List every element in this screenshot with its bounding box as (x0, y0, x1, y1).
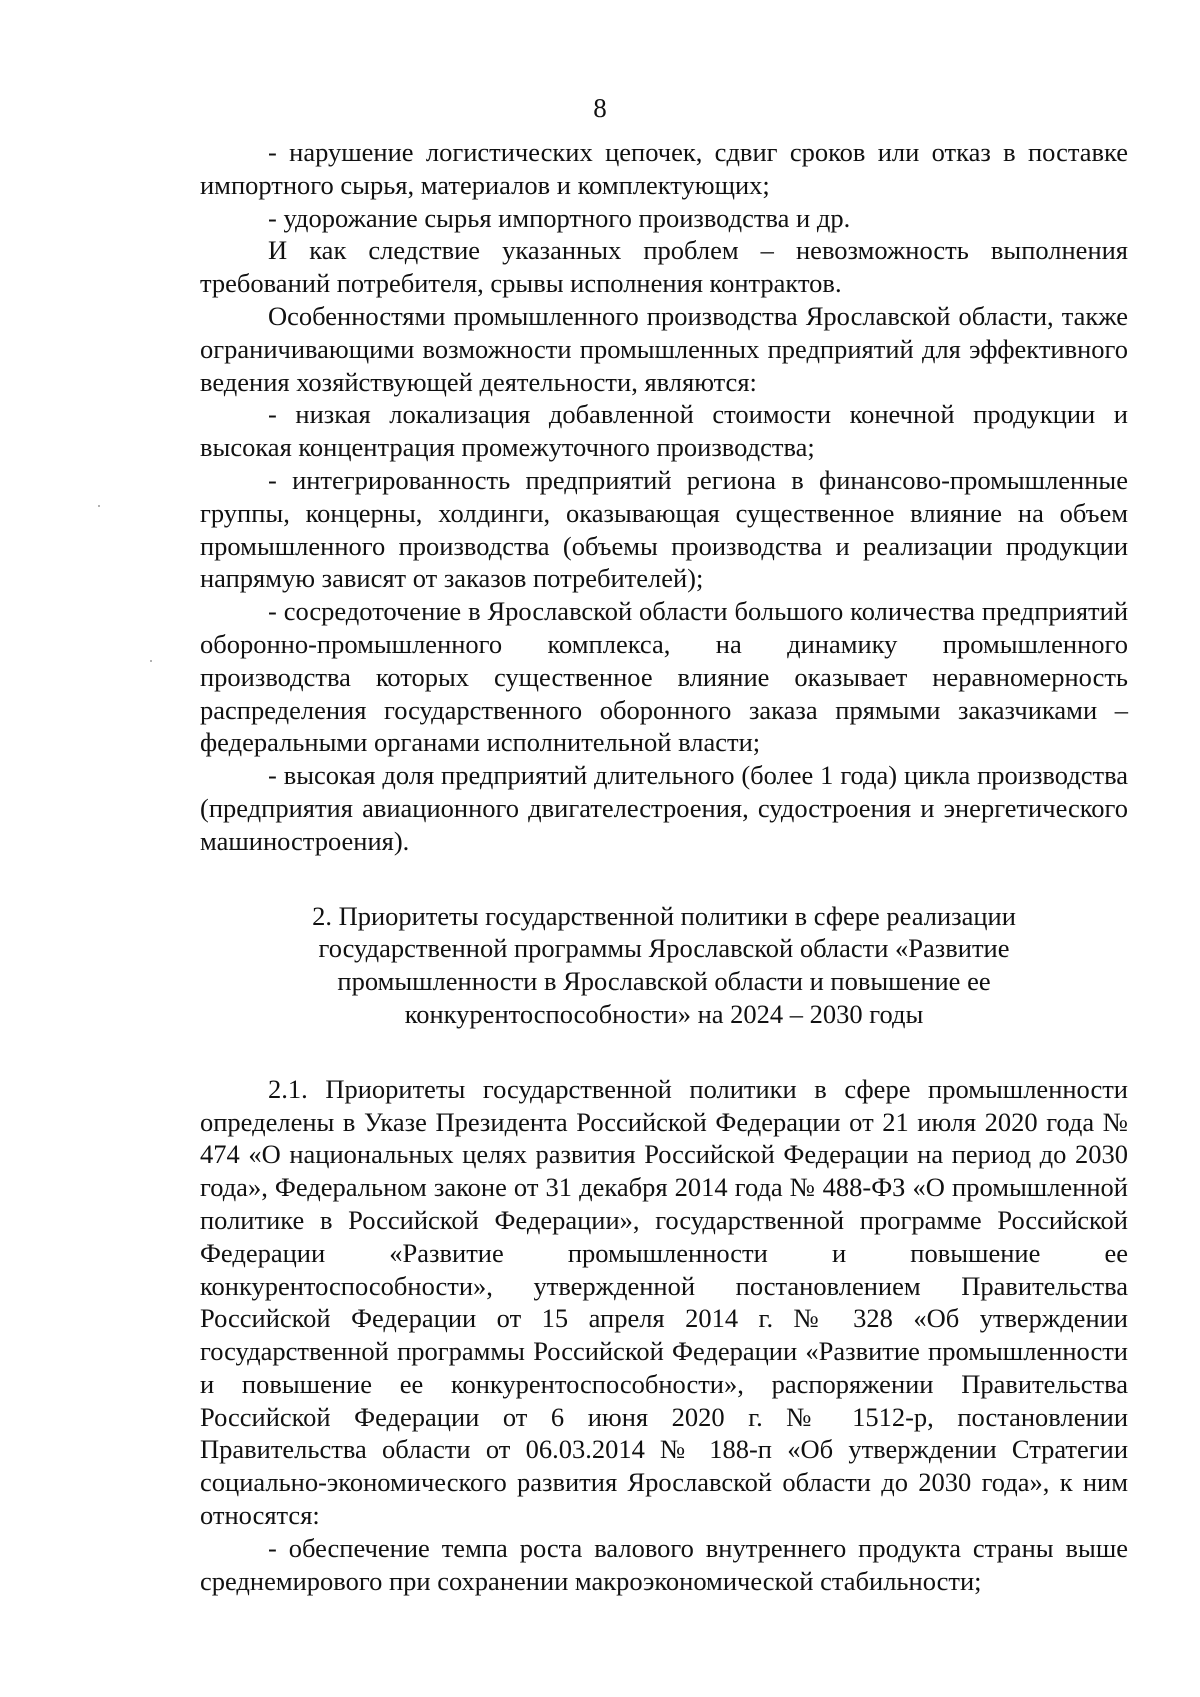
paragraph-consequence: И как следствие указанных проблем – невозможность выполнения требований потребителя, срывы исполнения контрактов. (200, 235, 1128, 299)
list-item-gdp-growth: - обеспечение темпа роста валового внутреннего продукта страны выше среднемирового при сохранении макроэкономической стабильности; (200, 1532, 1128, 1596)
list-item-import-costs: - удорожание сырья импортного производства и др. (268, 202, 851, 233)
section-heading: 2. Приоритеты государственной политики в сфере реализации государственной программы Ярославской области «Развитие промышленности в Ярославской области и повышение ее конкурентоспособности» на 2024 – 2030 годы (312, 900, 1016, 1029)
paragraph-priorities: 2.1. Приоритеты государственной политики в сфере промышленности определены в Указе Президента Российской Федерации от 21 июля 2020 года № 474 «О национальных целях развития Российской Федерации на период до 2030 года», Федеральном законе от 31 декабря 2014 года № 488-ФЗ «О промышленной политике в Российской Федерации», государственной программе Российской Федерации «Развитие промышленности и повышение ее конкурентоспособности», утвержденной постановлением Правительства Российской Федерации от 15 апреля 2014 г. № 328 «Об утверждении государственной программы Российской Федерации «Развитие промышленности и повышение ее конкурентоспособности», распоряжении Правительства Российской Федерации от 6 июня 2020 г. № 1512-р, постановлении Правительства области от 06.03.2014 № 188-п «Об утверждении Стратегии социально-экономического развития Ярославской области до 2030 года», к ним относятся: (200, 1073, 1128, 1531)
list-item-long-cycle: - высокая доля предприятий длительного (более 1 года) цикла производства (предприятия авиационного двигателестроения, судостроения и энергетического машиностроения). (200, 760, 1128, 856)
scan-speck (98, 505, 100, 507)
scan-speck (150, 660, 152, 662)
paragraph-features: Особенностями промышленного производства Ярославской области, также ограничивающими возможности промышленных предприятий для эффективного ведения хозяйствующей деятельности, являются: (200, 300, 1128, 397)
list-item-localization: - низкая локализация добавленной стоимости конечной продукции и высокая концентрация промежуточного производства; (200, 399, 1128, 463)
document-body (200, 136, 1128, 1597)
list-item-defense: - сосредоточение в Ярославской области большого количества предприятий оборонно-промышленного комплекса, на динамику промышленного производства которых существенное влияние оказывает неравномерность распределения государственного оборонного заказа прямыми заказчиками – федеральными органами исполнительной власти; (200, 596, 1128, 758)
list-item-logistics: - нарушение логистических цепочек, сдвиг сроков или отказ в поставке импортного сырья, материалов и комплектующих; (200, 137, 1128, 200)
page-number: 8 (593, 93, 607, 123)
list-item-integration: - интегрированность предприятий региона в финансово-промышленные группы, концерны, холдинги, оказывающая существенное влияние на объем промышленного производства (объемы производства и реализации продукции напрямую зависят от заказов потребителей); (200, 464, 1128, 594)
